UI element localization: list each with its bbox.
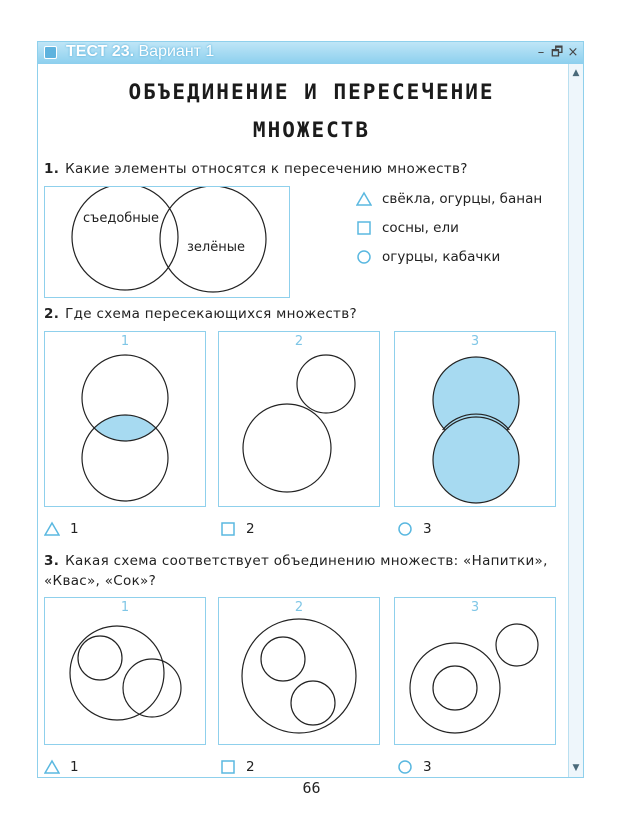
triangle-icon bbox=[44, 759, 60, 775]
q2-answer-circle[interactable]: 3 bbox=[397, 521, 432, 537]
diagram-number: 1 bbox=[120, 334, 130, 349]
question-3-line-1: 3. Какая схема соответствует объединению множеств: «Напитки», bbox=[44, 553, 548, 569]
heading-line-1: ОБЪЕДИНЕНИЕ И ПЕРЕСЕЧЕНИЕ bbox=[128, 80, 495, 104]
window-icon bbox=[44, 46, 57, 59]
close-button[interactable]: × bbox=[567, 45, 579, 60]
vertical-scrollbar[interactable] bbox=[568, 64, 583, 777]
circle-icon bbox=[356, 249, 372, 265]
label-edible: съедобные bbox=[83, 211, 160, 226]
q3-answer-square[interactable]: 2 bbox=[220, 759, 255, 775]
q3-answer-triangle[interactable]: 1 bbox=[44, 759, 79, 775]
q3-diagram-3 bbox=[394, 597, 556, 745]
circle-icon bbox=[397, 759, 413, 775]
triangle-icon bbox=[356, 191, 372, 207]
page-number: 66 bbox=[302, 779, 321, 797]
window-title: ТЕСТ 23. Вариант 1 bbox=[66, 43, 215, 60]
circle-icon bbox=[397, 521, 413, 537]
heading-line-2: МНОЖЕСТВ bbox=[252, 118, 371, 142]
q3-overlapping-circles bbox=[45, 598, 205, 744]
triangle-icon bbox=[44, 521, 60, 537]
square-icon bbox=[220, 521, 236, 537]
q1-answer-circle[interactable]: огурцы, кабачки bbox=[356, 249, 500, 265]
minimize-button[interactable]: – bbox=[537, 45, 545, 60]
q1-answer-triangle[interactable]: свёкла, огурцы, банан bbox=[356, 191, 542, 207]
q2-filled-circles bbox=[395, 332, 555, 506]
q3-answer-circle[interactable]: 3 bbox=[397, 759, 432, 775]
question-1: 1. Какие элементы относятся к пересечению множеств? bbox=[44, 161, 468, 177]
scroll-down-arrow-icon[interactable]: ▼ bbox=[572, 763, 580, 773]
scroll-up-arrow-icon[interactable]: ▲ bbox=[572, 68, 580, 78]
window-controls bbox=[535, 44, 579, 61]
q2-diagram-3 bbox=[394, 331, 556, 507]
title-bar bbox=[38, 42, 583, 64]
question-2: 2. Где схема пересекающихся множеств? bbox=[44, 306, 357, 322]
set-circle-edible bbox=[72, 187, 178, 290]
q3-nested-circles bbox=[219, 598, 379, 744]
question-3-line-2: «Квас», «Сок»? bbox=[44, 573, 157, 589]
label-green: зелёные bbox=[187, 240, 245, 255]
q2-answer-square[interactable]: 2 bbox=[220, 521, 255, 537]
q3-separate-circles bbox=[395, 598, 555, 744]
q1-answer-square[interactable]: сосны, ели bbox=[356, 220, 459, 236]
square-icon bbox=[220, 759, 236, 775]
q3-diagram-1 bbox=[44, 597, 206, 745]
q3-diagram-2 bbox=[218, 597, 380, 745]
diagram-number: 1 bbox=[120, 600, 130, 615]
q1-diagram-box bbox=[44, 186, 290, 298]
square-icon bbox=[356, 220, 372, 236]
diagram-number: 3 bbox=[470, 334, 480, 349]
q2-intersecting-circles bbox=[45, 332, 205, 506]
diagram-number: 2 bbox=[294, 600, 304, 615]
q2-diagram-2 bbox=[218, 331, 380, 507]
diagram-number: 3 bbox=[470, 600, 480, 615]
q2-answer-triangle[interactable]: 1 bbox=[44, 521, 79, 537]
q2-touching-circles bbox=[219, 332, 379, 506]
q1-venn-diagram bbox=[45, 187, 289, 297]
restore-button[interactable]: 🗗 bbox=[551, 45, 564, 60]
diagram-number: 2 bbox=[294, 334, 304, 349]
q2-diagram-1 bbox=[44, 331, 206, 507]
